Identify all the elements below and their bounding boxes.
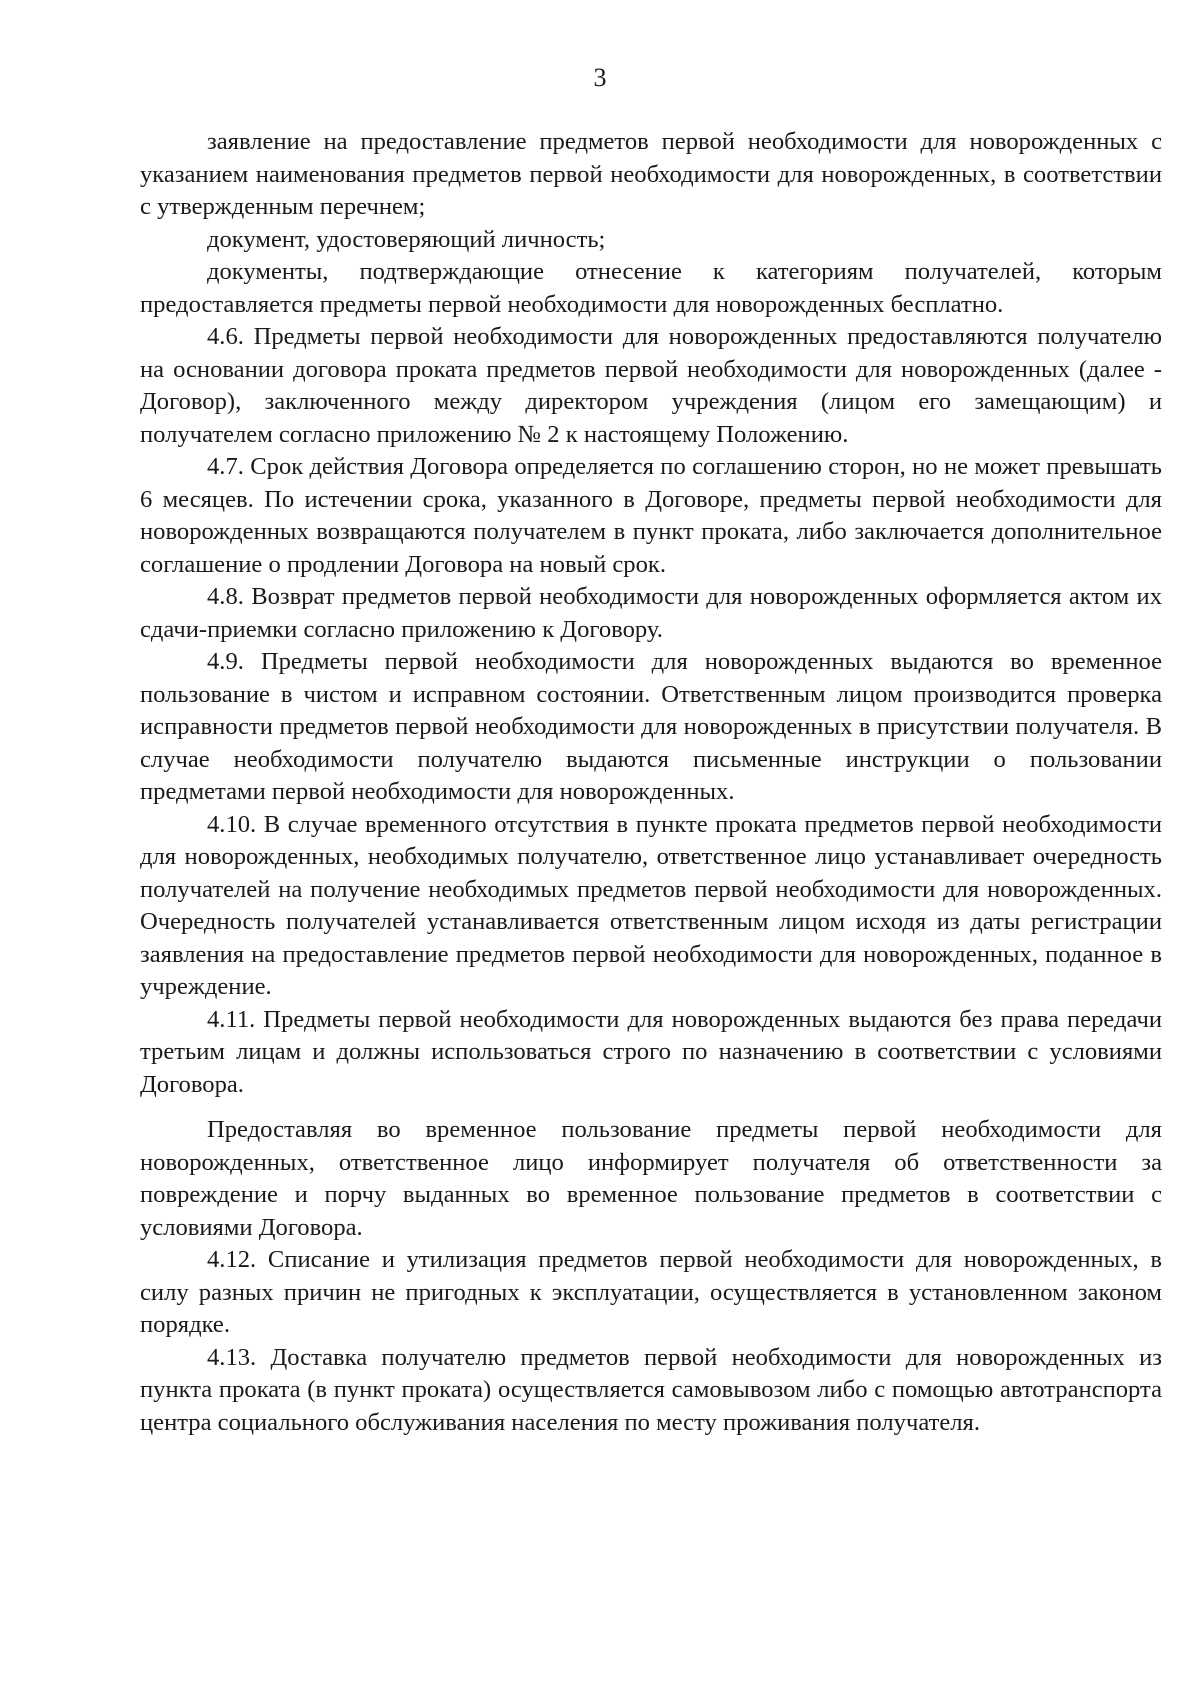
paragraph-4-7: 4.7. Срок действия Договора определяется по соглашению сторон, но не может превышать 6 месяцев. По истечении срока, указанного в Договоре, предметы первой необходимости для новорожденных возвращаются получателем в пункт проката, либо заключается дополнительное соглашение о продлении Договора на новый срок. (140, 453, 1162, 578)
paragraph-4-13: 4.13. Доставка получателю предметов первой необходимости для новорожденных из пункта проката (в пункт проката) осуществляется самовывозом либо с помощью автотранспорта центра социального обслуживания населения по месту проживания получателя. (140, 1343, 1162, 1436)
paragraph-4-6: 4.6. Предметы первой необходимости для новорожденных предоставляются получателю на основании договора проката предметов первой необходимости для новорожденных (далее - Договор), заключенного между директором учреждения (лицом его замещающим) и получателем согласно приложению № 2 к настоящему Положению. (140, 323, 1162, 448)
paragraph-category-documents: документы, подтверждающие отнесение к категориям получателей, которым предоставляется предметы первой необходимости для новорожденных бесплатно. (140, 258, 1162, 318)
document-body (140, 126, 1162, 1439)
paragraph-identity-document: документ, удостоверяющий личность; (207, 225, 606, 253)
page-number: 3 (593, 63, 607, 92)
paragraph-responsibility-info: Предоставляя во временное пользование предметы первой необходимости для новорожденных, ответственное лицо информирует получателя об ответственности за повреждение и порчу выданных во временное пользование предметов в соответствии с условиями Договора. (140, 1116, 1162, 1241)
paragraph-4-12: 4.12. Списание и утилизация предметов первой необходимости для новорожденных, в силу разных причин не пригодных к эксплуатации, осуществляется в установленном законом порядке. (140, 1246, 1162, 1338)
paragraph-4-11: 4.11. Предметы первой необходимости для новорожденных выдаются без права передачи третьим лицам и должны использоваться строго по назначению в соответствии с условиями Договора. (140, 1005, 1162, 1098)
paragraph-application: заявление на предоставление предметов первой необходимости для новорожденных с указанием наименования предметов первой необходимости для новорожденных, в соответствии с утвержденным перечнем; (140, 128, 1162, 220)
paragraph-4-9: 4.9. Предметы первой необходимости для новорожденных выдаются во временное пользование в чистом и исправном состоянии. Ответственным лицом производится проверка исправности предметов первой необходимости для новорожденных в присутствии получателя. В случае необходимости получателю выдаются письменные инструкции о пользовании предметами первой необходимости для новорожденных. (140, 648, 1162, 805)
paragraph-4-8: 4.8. Возврат предметов первой необходимости для новорожденных оформляется актом их сдачи-приемки согласно приложению к Договору. (140, 583, 1162, 643)
paragraph-4-10: 4.10. В случае временного отсутствия в пункте проката предметов первой необходимости для новорожденных, необходимых получателю, ответственное лицо устанавливает очередность получателей на получение необходимых предметов первой необходимости для новорожденных. Очередность получателей устанавливается ответственным лицом исходя из даты регистрации заявления на предоставление предметов первой необходимости для новорожденных, поданное в учреждение. (140, 810, 1162, 1000)
